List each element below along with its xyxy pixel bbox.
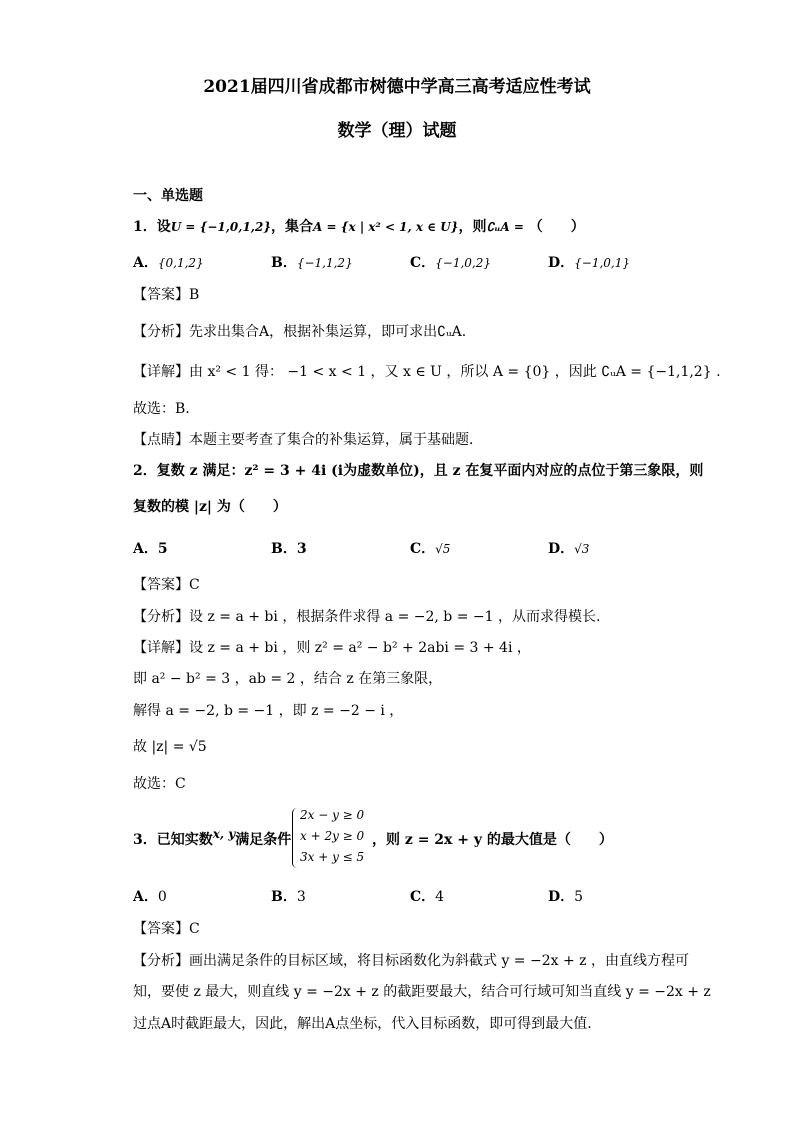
q3-analysis-line2: 知，要使 z 最大，则直线 y = −2x + z 的截距要最大，结合可行域可知当直线 y = −2x + z [133, 984, 711, 1000]
document-title: 2021届四川省成都市树德中学高三高考适应性考试 [203, 77, 591, 97]
document-subtitle: 数学（理）试题 [337, 121, 457, 141]
question-2-stem-line1: 2．复数 z 满足：z² = 3 + 4i (i为虚数单位)，且 z 在复平面内对应的点位于第三象限，则 [133, 463, 704, 479]
q1-detail: 【详解】由 x² < 1 得： −1 < x < 1 ，又 x ∈ U ，所以 A = {0} ，因此 ∁ᵤA = {−1,1,2} . [133, 364, 721, 380]
q1-option-d: D．{−1,0,1} [548, 255, 630, 271]
q1-set-a: A = {x | x² < 1, x ∈ U} [313, 220, 459, 234]
q2-detail-line4: 故 |z| = √5 [133, 739, 207, 755]
q1-option-b: B．{−1,1,2} [271, 255, 353, 271]
q1-option-c: C．{−1,0,2} [410, 255, 492, 271]
question-2-stem-line2: 复数的模 |z| 为（ ） [133, 499, 287, 515]
q2-analysis: 【分析】设 z = a + bi ，根据条件求得 a = −2, b = −1 ，从而求得模长. [133, 609, 601, 625]
q2-choose: 故选：C [133, 776, 186, 792]
q1-num: 1．设 [133, 219, 171, 235]
q3-vars: x, y [212, 827, 236, 841]
q1-answer: 【答案】B [133, 287, 200, 303]
q3-answer: 【答案】C [133, 921, 200, 937]
q2-detail-line3: 解得 a = −2, b = −1 ，即 z = −2 − i ， [133, 703, 404, 719]
question-1-stem [133, 217, 585, 237]
q2-answer: 【答案】C [133, 577, 200, 593]
q1-paren: （ ） [528, 219, 585, 235]
q3-analysis-line1: 【分析】画出满足条件的目标区域，将目标函数化为斜截式 y = −2x + z ，由直线方程可 [133, 953, 689, 969]
question-3-stem-pre: 3．已知实数x, y满足条件 [133, 827, 292, 848]
constraint-1: 2x − y ≥ 0 [300, 808, 365, 822]
q1-mid: ，集合 [271, 219, 314, 235]
q2-option-c: C．√5 [410, 541, 451, 557]
q3-option-c: C．4 [410, 889, 445, 905]
question-3-stem-post: ，则 z = 2x + y 的最大值是（ ） [372, 832, 613, 848]
q1-choose: 故选：B. [133, 401, 190, 417]
q1-then: ，则 [458, 219, 487, 235]
q2-detail: 【详解】设 z = a + bi ，则 z² = a² − b² + 2abi = 3 + 4i ， [133, 640, 531, 656]
q2-option-a: A．5 [133, 541, 168, 557]
q3-analysis-line3: 过点A时截距最大，因此，解出A点坐标，代入目标函数，即可得到最大值. [133, 1016, 592, 1032]
constraint-3: 3x + y ≤ 5 [300, 850, 365, 864]
constraint-system [292, 808, 372, 870]
section-heading: 一、单选题 [133, 188, 203, 204]
q1-set-u: U = {−1,0,1,2} [170, 220, 272, 234]
q3-option-b: B．3 [271, 889, 306, 905]
q2-detail-line2: 即 a² − b² = 3 ，ab = 2 ，结合 z 在第三象限， [133, 671, 443, 687]
q2-option-d: D．√3 [548, 541, 590, 557]
q3-option-a: A．0 [133, 889, 167, 905]
constraint-2: x + 2y ≥ 0 [300, 829, 365, 843]
q1-comment: 【点睛】本题主要考查了集合的补集运算，属于基础题. [133, 432, 474, 448]
q1-complement: ∁ᵤA = [486, 220, 524, 234]
q3-option-d: D．5 [548, 889, 584, 905]
q2-option-b: B．3 [271, 541, 307, 557]
q1-option-a: A．{0,1,2} [133, 255, 204, 271]
system-brace [292, 808, 297, 868]
q1-analysis: 【分析】先求出集合A，根据补集运算，即可求出∁ᵤA. [133, 324, 467, 340]
